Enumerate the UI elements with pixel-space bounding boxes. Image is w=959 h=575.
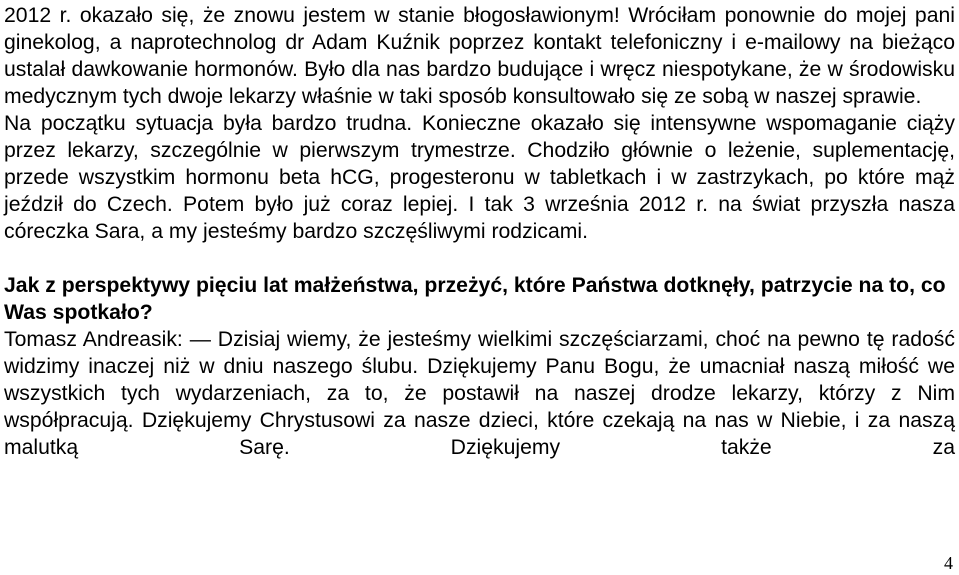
paragraph-difficult-beginning: Na początku sytuacja była bardzo trudna. Konieczne okazało się intensywne wspomaganie ciąży przez lekarzy, szczególnie w pierwszym trymestrze. Chodziło głównie o leżenie, suplementację, przede wszystkim hormonu beta hCG, progesteronu w tabletkach i w zastrzykach, po które mąż jeździł do Czech. Potem było już coraz lepiej. I tak 3 września 2012 r. na świat przyszła nasza córeczka Sara, a my jesteśmy bardzo szczęśliwymi rodzicami. (4, 112, 955, 243)
document-page (4, 2, 955, 461)
interview-question: Jak z perspektywy pięciu lat małżeństwa, przeżyć, które Państwa dotknęły, patrzycie na to, co Was spotkało? (4, 274, 946, 324)
paragraph-spacer (4, 245, 955, 272)
paragraph-pregnancy-news: 2012 r. okazało się, że znowu jestem w stanie błogosławionym! Wróciłam ponownie do mojej pani ginekolog, a naprotechnolog dr Adam Kuźnik poprzez kontakt telefoniczny i e-mailowy na bieżąco ustalał dawkowanie hormonów. Było dla nas bardzo budujące i wręcz niespotykane, że w środowisku medycznym tych dwoje lekarzy właśnie w taki sposób konsultowało się ze sobą w naszej sprawie. (4, 4, 955, 108)
page-number: 4 (944, 553, 953, 573)
interview-answer: Tomasz Andreasik: — Dzisiaj wiemy, że jesteśmy wielkimi szczęściarzami, choć na pewno tę radość widzimy inaczej niż w dniu naszego ślubu. Dziękujemy Panu Bogu, że umacniał naszą miłość we wszystkich tych wydarzeniach, za to, że postawił na naszej drodze lekarzy, którzy z Nim współpracują. Dziękujemy Chrystusowi za nasze dzieci, które czekają na nas w Niebie, i za naszą malutką Sarę. Dziękujemy także za (4, 328, 955, 459)
